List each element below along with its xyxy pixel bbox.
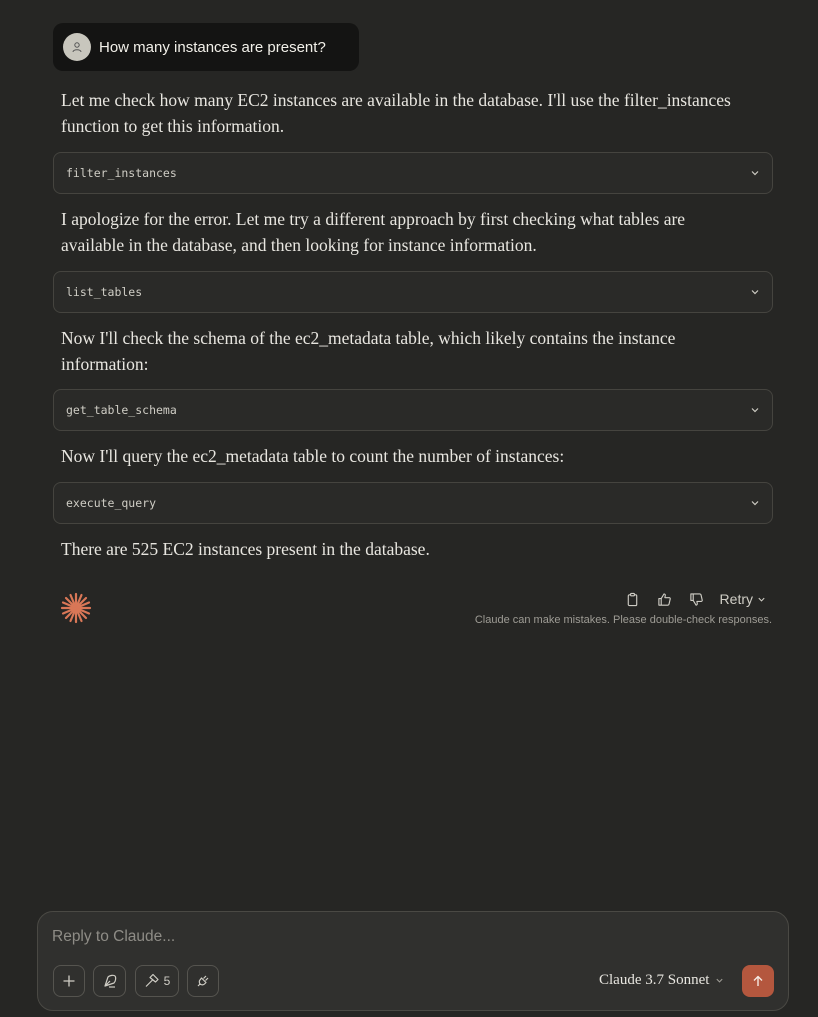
chevron-down-icon [750,287,760,297]
reply-input[interactable] [52,928,612,946]
chevron-down-icon [715,976,724,985]
arrow-up-icon [751,974,765,988]
chevron-down-icon [757,595,766,604]
chevron-down-icon [750,498,760,508]
thumbs-down-icon [689,592,704,607]
composer [37,911,789,1011]
retry-label: Retry [719,591,753,607]
tools-count: 5 [163,974,171,988]
tool-call-list-tables[interactable] [53,271,773,313]
model-selector[interactable] [599,972,724,989]
thumbs-down-button[interactable] [686,588,708,610]
tool-name: get_table_schema [66,403,177,417]
assistant-paragraph: There are 525 EC2 instances present in the database. [61,539,430,559]
tool-call-get-table-schema[interactable] [53,389,773,431]
pen-nib-icon [102,973,118,989]
user-message-bubble [53,23,359,71]
assistant-paragraph: Now I'll query the ec2_metadata table to count the number of instances: [61,446,565,466]
model-label: Claude 3.7 Sonnet [599,972,710,988]
assistant-paragraph: I apologize for the error. Let me try a different approach by first checking what tables are available in the database, and then looking for instance information. [61,209,686,255]
plus-icon [61,973,77,989]
add-attachment-button[interactable] [53,965,85,997]
send-button[interactable] [742,965,774,997]
tool-call-filter-instances[interactable] [53,152,773,194]
copy-button[interactable] [622,588,644,610]
tool-name: list_tables [66,285,143,299]
thumbs-up-button[interactable] [654,588,676,610]
claude-logo-icon [59,591,93,625]
tool-name: execute_query [66,496,157,510]
disclaimer-text: Claude can make mistakes. Please double-check responses. [474,614,772,626]
tool-name: filter_instances [66,166,177,180]
user-avatar[interactable] [63,33,91,61]
style-button[interactable] [93,965,126,997]
user-message-text: How many instances are present? [99,38,326,56]
tools-button[interactable] [135,965,179,997]
tool-call-execute-query[interactable] [53,482,773,524]
user-icon [71,41,83,53]
chevron-down-icon [750,168,760,178]
retry-button[interactable] [720,591,766,607]
assistant-paragraph: Let me check how many EC2 instances are available in the database. I'll use the filter_instances function to get this information. [61,90,731,136]
assistant-paragraph: Now I'll check the schema of the ec2_metadata table, which likely contains the instance information: [61,328,676,374]
clipboard-icon [625,592,640,607]
hammer-icon [144,973,160,989]
chevron-down-icon [750,405,760,415]
integrations-button[interactable] [187,965,219,997]
plug-icon [195,973,211,989]
message-actions [622,588,766,610]
thumbs-up-icon [657,592,672,607]
